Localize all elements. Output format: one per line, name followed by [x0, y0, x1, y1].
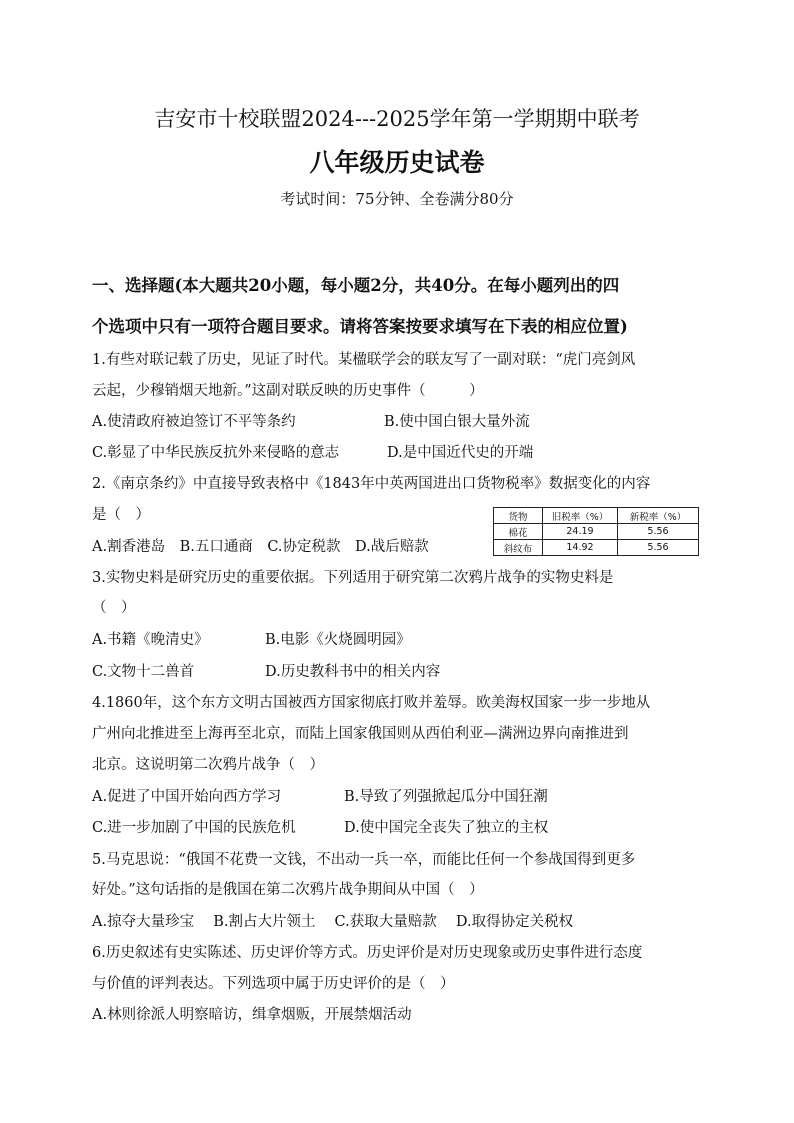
q2-options: A.割香港岛 B.五口通商 C.协定税款 D.战后赔款	[92, 539, 429, 555]
q6-option-a: A.林则徐派人明察暗访，缉拿烟贩，开展禁烟活动	[92, 1007, 412, 1023]
q4-option-a: A.促进了中国开始向西方学习	[92, 789, 282, 805]
table-cell: 斜纹布	[494, 540, 543, 556]
table-cell: 棉花	[494, 524, 543, 540]
q6-stem-line1: 6.历史叙述有史实陈述、历史评价等方式。历史评价是对历史现象或历史事件进行态度	[92, 945, 643, 961]
q6-stem-line2: 与价值的评判表达。下列选项中属于历史评价的是（ ）	[92, 976, 455, 992]
q1-option-c: C.彰显了中华民族反抗外来侵略的意志	[92, 445, 340, 461]
q3-option-d: D.历史教科书中的相关内容	[265, 664, 441, 680]
table-header-cell: 新税率（%）	[618, 508, 699, 524]
q2-stem-line1: 2.《南京条约》中直接导致表格中《1843年中英两国进出口货物税率》数据变化的内容	[92, 476, 651, 492]
q3-option-a: A.书籍《晚清史》	[92, 632, 209, 648]
table-cell: 5.56	[618, 540, 699, 556]
table-cell: 5.56	[618, 524, 699, 540]
q3-stem-line2: （ ）	[92, 600, 136, 616]
table-header-cell: 货物	[494, 508, 543, 524]
exam-title: 吉安市十校联盟2024---2025学年第一学期期中联考	[154, 107, 640, 131]
q5-stem-line2: 好处。”这句话指的是俄国在第二次鸦片战争期间从中国（ ）	[92, 882, 484, 898]
exam-info: 考试时间：75分钟、全卷满分80分	[280, 190, 514, 208]
q5-stem-line1: 5.马克思说：“俄国不花费一文钱，不出动一兵一卒，而能比任何一个参战国得到更多	[92, 852, 636, 868]
table-header-row	[494, 508, 699, 524]
q2-stem-line2: 是（ ）	[92, 507, 150, 523]
tax-rate-table	[493, 507, 699, 556]
table-header-cell: 旧税率（%）	[543, 508, 618, 524]
table-cell: 14.92	[543, 540, 618, 556]
q1-option-d: D.是中国近代史的开端	[387, 445, 534, 461]
q1-stem-line2: 云起，少穆销烟天地新。”这副对联反映的历史事件（ ）	[92, 383, 484, 399]
q4-option-b: B.导致了列强掀起瓜分中国狂潮	[344, 789, 548, 805]
q4-option-d: D.使中国完全丧失了独立的主权	[344, 820, 549, 836]
section-heading-line1: 一、选择题(本大题共20小题，每小题2分，共40分。在每小题列出的四	[92, 276, 620, 295]
q4-stem-line1: 4.1860年，这个东方文明古国被西方国家彻底打败并羞辱。欧美海权国家一步一步地从	[92, 695, 651, 711]
q4-stem-line2: 广州向北推进至上海再至北京，而陆上国家俄国则从西伯利亚—满洲边界向南推进到	[92, 726, 629, 742]
q1-stem-line1: 1.有些对联记载了历史，见证了时代。某楹联学会的联友写了一副对联：“虎门亮剑风	[92, 352, 636, 368]
q1-option-b: B.使中国白银大量外流	[384, 414, 530, 430]
q3-option-b: B.电影《火烧圆明园》	[265, 632, 411, 648]
q3-stem-line1: 3.实物史料是研究历史的重要依据。下列适用于研究第二次鸦片战争的实物史料是	[92, 570, 614, 586]
q5-options: A.掠夺大量珍宝 B.割占大片领土 C.获取大量赔款 D.取得协定关税权	[92, 914, 574, 930]
q4-stem-line3: 北京。这说明第二次鸦片战争（ ）	[92, 757, 324, 773]
section-heading-line2: 个选项中只有一项符合题目要求。请将答案按要求填写在下表的相应位置)	[92, 317, 628, 336]
table-row	[494, 524, 699, 540]
table-cell: 24.19	[543, 524, 618, 540]
table-row	[494, 540, 699, 556]
q1-option-a: A.使清政府被迫签订不平等条约	[92, 414, 296, 430]
exam-subject-title: 八年级历史试卷	[309, 148, 485, 177]
q3-option-c: C.文物十二兽首	[92, 664, 195, 680]
q4-option-c: C.进一步加剧了中国的民族危机	[92, 820, 296, 836]
